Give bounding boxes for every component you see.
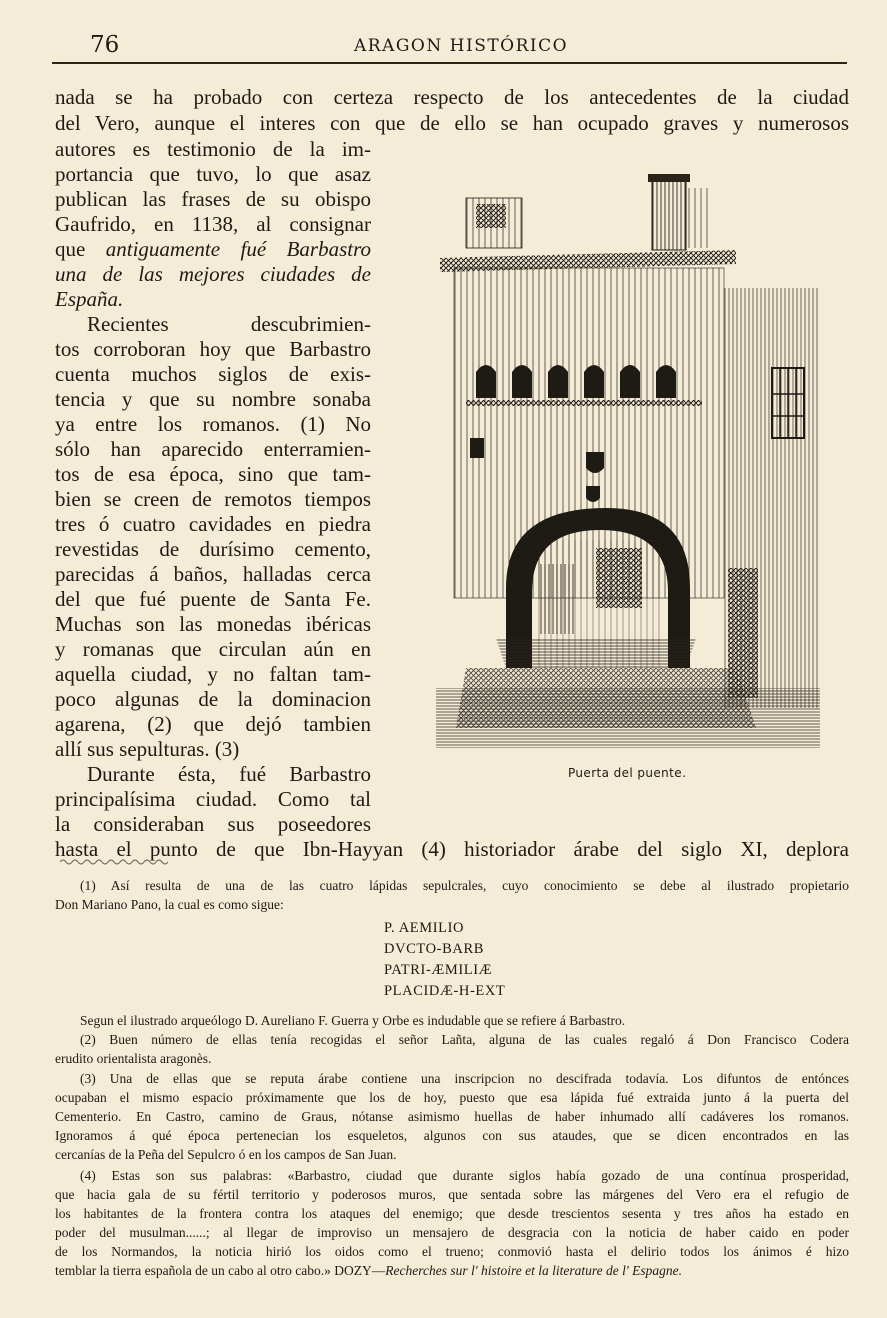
body-line: tos de esa época, sino que tam- [55,462,371,486]
footnote-line: (4) Estas son sus palabras: «Barbastro, ciudad que durante siglos había gozado de una contínua prosperidad, [80,1168,849,1183]
quoted-phrase [55,261,371,287]
quoted-phrase-text: España. [55,287,124,311]
body-line: cuenta muchos siglos de exis- [55,362,371,386]
body-line: autores es testimonio de la im- [55,137,371,161]
quoted-phrase: antiguamente fué Barbastro [105,237,371,261]
inscription-line: PLACIDÆ-H-EXT [384,983,506,999]
footnote-line: Cementerio. En Castro, camino de Graus, nótanse asimismo huellas de haber inhumado allí cadáveres los romanos. [55,1109,849,1124]
body-line: principalísima ciudad. Como tal [55,787,371,811]
body-line: del Vero, aunque el interes con que de ello se han ocupado graves y numerosos [55,111,849,135]
footnote-line: los habitantes de la frontera contra los ataques del enemigo; que desde trescientos sesenta y tres años ha estado en [55,1206,849,1221]
body-line: portancia que tuvo, lo que asaz [55,162,371,186]
body-line: y romanas que circulan aún en [55,637,371,661]
header-rule [52,62,847,64]
body-line: Recientes descubrimien- [87,312,371,336]
puerta-del-puente-illustration [436,168,820,748]
footnote-line: poder del musulman......; al llegar de improviso un mensajero de desgracia con la noticia de haber caido en poder [55,1225,849,1240]
footnote-line: cercanías de la Peña del Sepulcro ó en los campos de San Juan. [55,1147,397,1162]
body-line: tencia y que su nombre sonaba [55,387,371,411]
body-line: publican las frases de su obispo [55,187,371,211]
footnote-separator-ornament [60,858,170,866]
body-line: Gaufrido, en 1138, al consignar [55,212,371,236]
body-line: ya entre los romanos. (1) No [55,412,371,436]
body-line: allí sus sepulturas. (3) [55,737,240,761]
body-line: agarena, (2) que dejó tambien [55,712,371,736]
body-text: que [55,237,86,261]
body-line-mixed [55,236,371,262]
body-line: del que fué puente de Santa Fe. [55,587,371,611]
footnote-line: (1) Así resulta de una de las cuatro lápidas sepulcrales, cuyo conocimiento se debe al ilustrado propietario [80,878,849,893]
footnote-text: temblar la tierra española de un cabo al otro cabo.» DOZY— [55,1263,386,1278]
page-number: 76 [90,32,120,58]
body-line: nada se ha probado con certeza respecto de los antecedentes de la ciudad [55,85,849,109]
footnote-line: Don Mariano Pano, la cual es como sigue: [55,897,284,912]
quoted-phrase-text: una de las mejores ciudades de [55,262,371,286]
inscription-line: P. AEMILIO [384,920,465,936]
footnote-line: Ignoramos á qué época pertenecian los esqueletos, algunos con sus ataudes, que se dicen encontrados en las [55,1128,849,1143]
inscription-line: PATRI-ÆMILIÆ [384,962,493,978]
body-line: hasta el punto de que Ibn-Hayyan (4) historiador árabe del siglo XI, deplora [55,837,849,861]
running-title: ARAGON HISTÓRICO [354,36,569,56]
page-header [52,30,847,60]
quoted-phrase [55,286,371,312]
body-line: sólo han aparecido enterramien- [55,437,371,461]
footnote-citation-line [55,1261,849,1280]
footnote-line: Segun el ilustrado arqueólogo D. Aureliano F. Guerra y Orbe es indudable que se refiere á Barbastro. [80,1013,626,1028]
inscription-line: DVCTO-BARB [384,941,484,957]
footnote-line: erudito orientalista aragonès. [55,1051,212,1066]
body-line: tres ó cuatro cavidades en piedra [55,512,371,536]
body-line: la consideraban sus poseedores [55,812,371,836]
footnote-line: (3) Una de ellas que se reputa árabe contiene una inscripcion no descifrada todavía. Los difuntos de entónces [80,1071,849,1086]
footnote-line: de los Normandos, la noticia hirió los oidos como el trueno; conmovió hasta el delirio todos los ánimos é hizo [55,1244,849,1259]
footnote-line: ocupaban el mismo espacio próximamente que los de hoy, puesto que esa lápida fué extraida junto á la puerta del [55,1090,849,1105]
body-line: aquella ciudad, y no faltan tam- [55,662,371,686]
body-line: parecidas á baños, halladas cerca [55,562,371,586]
figure-caption: Puerta del puente. [568,766,687,780]
body-line: poco algunas de la dominacion [55,687,371,711]
body-line: revestidas de durísimo cemento, [55,537,371,561]
footnote-line: que hacia gala de su fértil territorio y poderosos muros, que sentada sobre las márgenes del Vero era el refugio de [55,1187,849,1202]
body-line: Durante ésta, fué Barbastro [87,762,371,786]
footnote-line: (2) Buen número de ellas tenía recogidas el señor Lañta, alguna de las cuales regaló á Don Francisco Codera [80,1032,849,1047]
body-line: Muchas son las monedas ibéricas [55,612,371,636]
cited-work-title: Recherches sur l' histoire et la literature de l' Espagne. [385,1263,682,1278]
body-line: tos corroboran hoy que Barbastro [55,337,371,361]
body-line: bien se creen de remotos tiempos [55,487,371,511]
